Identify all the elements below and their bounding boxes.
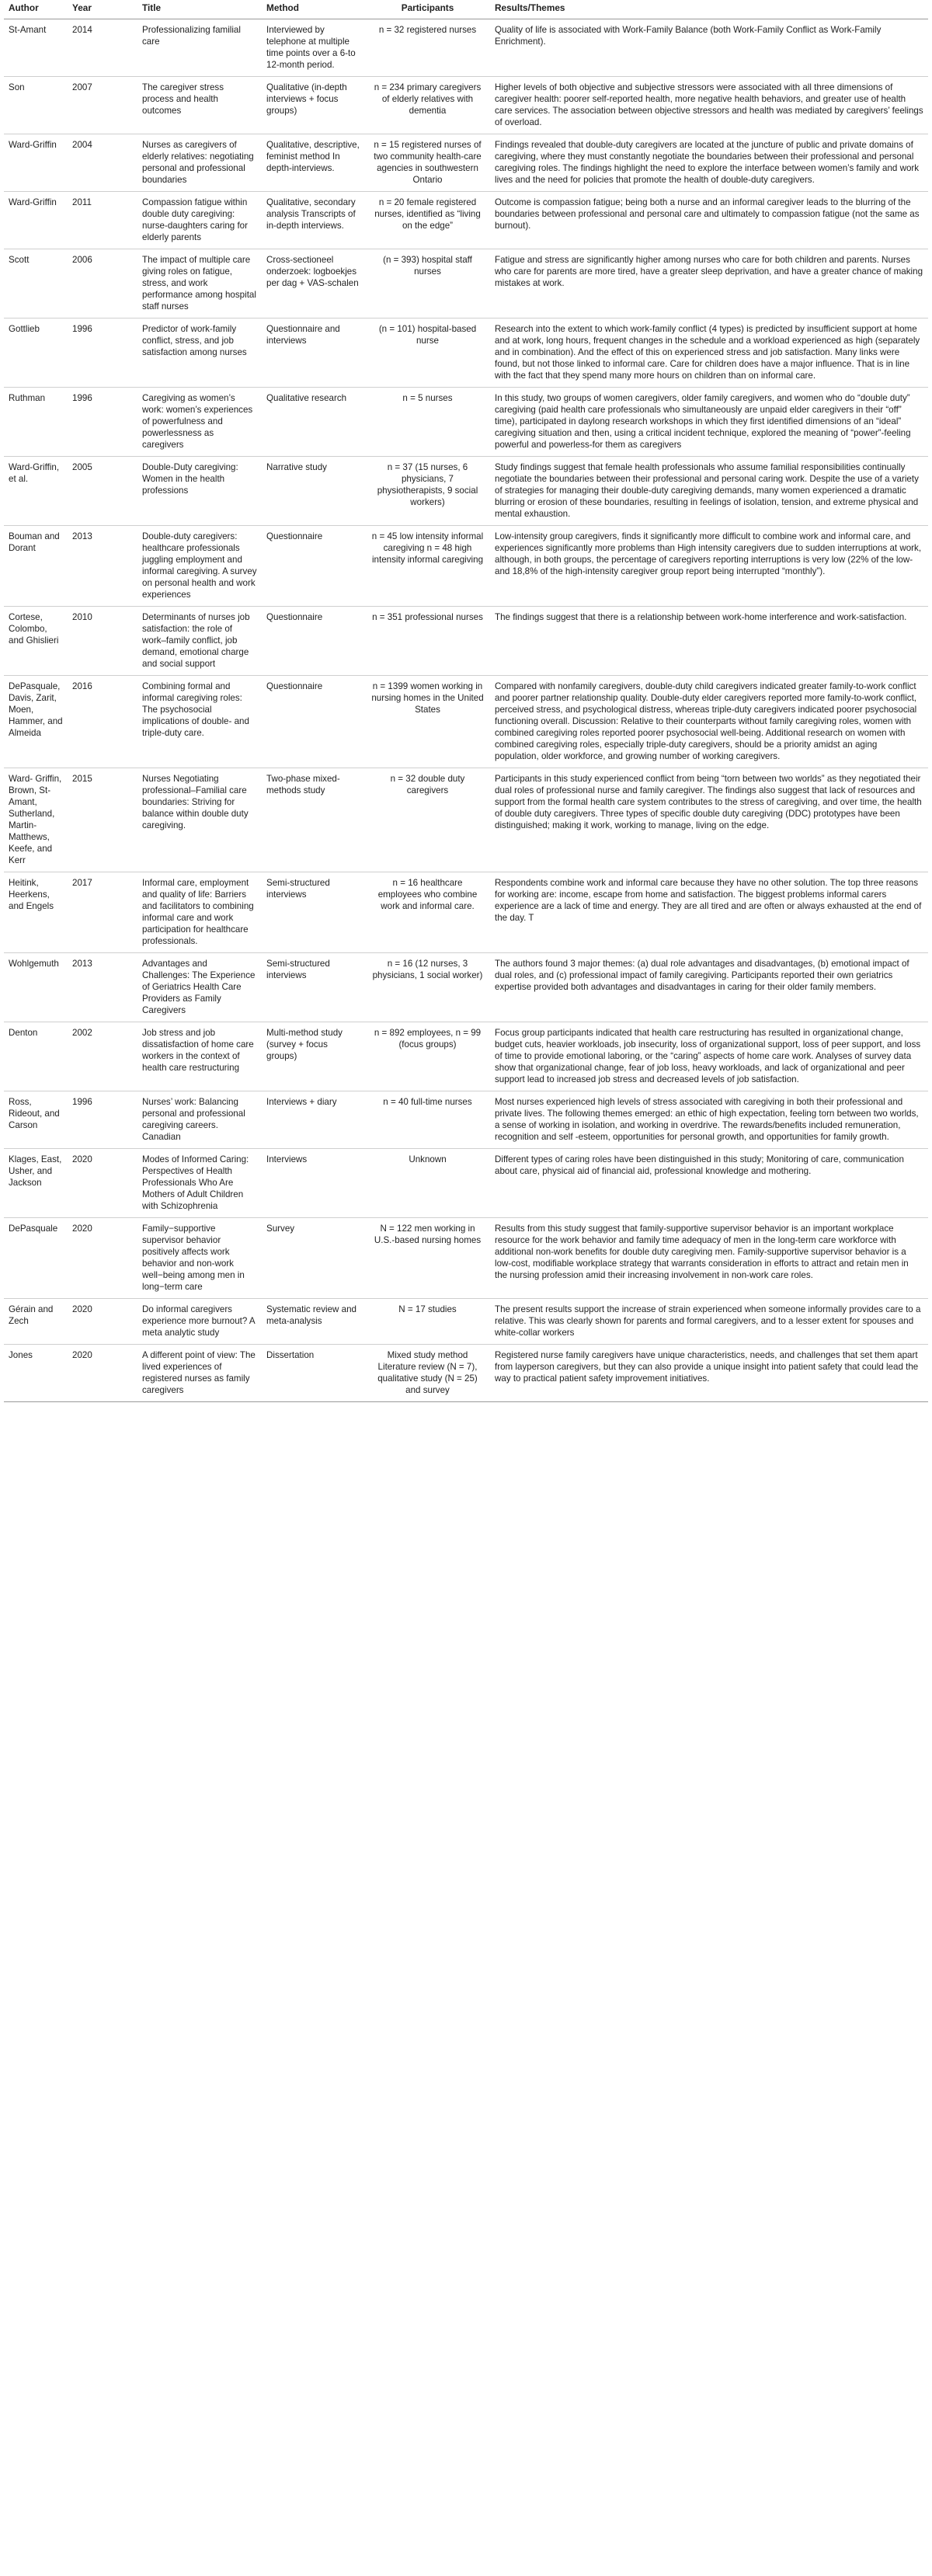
table-row — [4, 77, 928, 134]
table-row — [4, 1345, 928, 1402]
participants-cell: n = 37 (15 nurses, 6 physicians, 7 physiotherapists, 9 social workers) — [365, 457, 490, 526]
author-cell: Ross, Rideout, and Carson — [4, 1091, 68, 1149]
title-cell: Determinants of nurses job satisfaction: the role of work–family conflict, job demand, emotional charge and social support — [137, 607, 262, 676]
title-cell: Nurses as caregivers of elderly relatives: negotiating personal and professional boundaries — [137, 134, 262, 192]
results-cell: Compared with nonfamily caregivers, double-duty child caregivers indicated greater family-to-work conflict and poorer partner relationship quality. Double-duty elder caregivers reported more family-to-work conflict, perceived stress, and psychological distress, whereas triple-duty caregivers indicated poorer psychosocial functioning overall. Discussion: Relative to their counterparts without family caregiving roles, women with combined caregiving roles reported poorer psychosocial well-being. Additional research on women with combined caregiving roles, especially triple-duty caregivers, should be a priority amidst an aging population, older workforce, and growing number of working caregivers. — [490, 676, 928, 768]
year-cell: 2002 — [68, 1022, 137, 1091]
table-row — [4, 319, 928, 388]
author-cell: Jones — [4, 1345, 68, 1402]
method-cell: Cross-sectioneel onderzoek: logboekjes per dag + VAS-schalen — [262, 249, 365, 319]
title-cell: Caregiving as women’s work: women’s experiences of powerfulness and powerlessness as caregivers — [137, 388, 262, 457]
method-cell: Interviews — [262, 1149, 365, 1218]
results-cell: Respondents combine work and informal care because they have no other solution. The top three reasons for working are: income, escape from home and satisfaction. The biggest problems informal carers experience are a lack of time and energy. They are all tired and are often or always exhausted at the end of the day. T — [490, 872, 928, 953]
participants-cell: n = 32 double duty caregivers — [365, 768, 490, 872]
table-row — [4, 1022, 928, 1091]
author-cell: St-Amant — [4, 19, 68, 77]
participants-cell: n = 234 primary caregivers of elderly relatives with dementia — [365, 77, 490, 134]
results-cell: Low-intensity group caregivers, finds it significantly more difficult to combine work and informal care, and experiences significantly more problems than High intensity caregivers due to sudden interruptions at work, although, in both groups, the percentage of caregivers reporting interruptions is very low (22% of the low- and 18,8% of the high-intensity caregiver group report being interrupted “monthly”). — [490, 526, 928, 607]
title-cell: Nurses’ work: Balancing personal and professional caregiving careers. Canadian — [137, 1091, 262, 1149]
participants-cell: (n = 393) hospital staff nurses — [365, 249, 490, 319]
participants-cell: N = 17 studies — [365, 1299, 490, 1345]
table-row — [4, 676, 928, 768]
results-cell: Most nurses experienced high levels of stress associated with caregiving in both their professional and private lives. The following themes emerged: an ethic of high expectation, feeling torn between two worlds, a sense of working in isolation, and working in overdrive. The rewards/benefits included remuneration, recognition and self -esteem, opportunities for personal growth, and opportunities for family growth. — [490, 1091, 928, 1149]
column-header-title: Title — [137, 0, 262, 19]
author-cell: Ward-Griffin — [4, 192, 68, 249]
year-cell: 2006 — [68, 249, 137, 319]
author-cell: Ward- Griffin, Brown, St-Amant, Sutherland, Martin-Matthews, Keefe, and Kerr — [4, 768, 68, 872]
year-cell: 2010 — [68, 607, 137, 676]
author-cell: Wohlgemuth — [4, 953, 68, 1022]
title-cell: The caregiver stress process and health outcomes — [137, 77, 262, 134]
title-cell: Do informal caregivers experience more burnout? A meta analytic study — [137, 1299, 262, 1345]
column-header-year: Year — [68, 0, 137, 19]
year-cell: 2011 — [68, 192, 137, 249]
method-cell: Qualitative (in-depth interviews + focus groups) — [262, 77, 365, 134]
method-cell: Qualitative, descriptive, feminist method In depth-interviews. — [262, 134, 365, 192]
results-cell: Registered nurse family caregivers have unique characteristics, needs, and challenges that set them apart from layperson caregivers, but they can also provide a unique insight into patient safety that could lead the way to practical patient safety improvement initiatives. — [490, 1345, 928, 1402]
participants-cell: n = 351 professional nurses — [365, 607, 490, 676]
results-cell: Study findings suggest that female health professionals who assume familial responsibilities continually negotiate the boundaries between their professional and personal caring work. Despite the use of a variety of strategies for managing their double-duty caregiving demands, many women experienced a dramatic blurring or erosion of these boundaries, resulting in feelings of isolation, tension, and extreme physical and mental exhaustion. — [490, 457, 928, 526]
title-cell: Combining formal and informal caregiving roles: The psychosocial implications of double- and triple-duty care. — [137, 676, 262, 768]
table-row — [4, 134, 928, 192]
method-cell: Interviewed by telephone at multiple time points over a 6-to 12-month period. — [262, 19, 365, 77]
author-cell: Ward-Griffin — [4, 134, 68, 192]
participants-cell: n = 40 full-time nurses — [365, 1091, 490, 1149]
results-cell: Findings revealed that double-duty caregivers are located at the juncture of public and private domains of caregiving, where they must constantly negotiate the boundaries between their professional and personal caregiving roles. The findings highlight the need to explore the interface between women’s family and work lives and the need for policies that promote the health of double-duty caregivers. — [490, 134, 928, 192]
method-cell: Questionnaire — [262, 607, 365, 676]
table-row — [4, 1299, 928, 1345]
year-cell: 2004 — [68, 134, 137, 192]
year-cell: 1996 — [68, 1091, 137, 1149]
table-row — [4, 192, 928, 249]
participants-cell: n = 45 low intensity informal caregiving n = 48 high intensity informal caregiving — [365, 526, 490, 607]
author-cell: Cortese, Colombo, and Ghislieri — [4, 607, 68, 676]
table-row — [4, 607, 928, 676]
results-cell: Participants in this study experienced conflict from being “torn between two worlds” as they negotiated their dual roles of professional nurse and family caregiver. The findings also suggest that lack of resources and support from the formal health care system contributes to the stress of caregiving, and over time, the health of double duty caregivers. Three types of specific double duty caregiving (DDC) prototypes have been distinguished; making it work, working to manage, living on the edge. — [490, 768, 928, 872]
participants-cell: n = 32 registered nurses — [365, 19, 490, 77]
method-cell: Qualitative research — [262, 388, 365, 457]
column-header-results: Results/Themes — [490, 0, 928, 19]
author-cell: DePasquale, Davis, Zarit, Moen, Hammer, and Almeida — [4, 676, 68, 768]
year-cell: 1996 — [68, 319, 137, 388]
year-cell: 2016 — [68, 676, 137, 768]
table-row — [4, 457, 928, 526]
method-cell: Interviews + diary — [262, 1091, 365, 1149]
method-cell: Two-phase mixed-methods study — [262, 768, 365, 872]
results-cell: Fatigue and stress are significantly higher among nurses who care for both children and parents. Nurses who care for parents are more tired, have a greater sleep deprivation, and have a greater chance of making mistakes at work. — [490, 249, 928, 319]
table-body — [4, 19, 928, 1402]
participants-cell: n = 16 (12 nurses, 3 physicians, 1 social worker) — [365, 953, 490, 1022]
participants-cell: n = 892 employees, n = 99 (focus groups) — [365, 1022, 490, 1091]
title-cell: Modes of Informed Caring: Perspectives of Health Professionals Who Are Mothers of Adult Children with Schizophrenia — [137, 1149, 262, 1218]
results-cell: Quality of life is associated with Work-Family Balance (both Work-Family Conflict as Work-Family Enrichment). — [490, 19, 928, 77]
results-cell: The findings suggest that there is a relationship between work-home interference and work-satisfaction. — [490, 607, 928, 676]
method-cell: Questionnaire — [262, 526, 365, 607]
author-cell: DePasquale — [4, 1218, 68, 1299]
year-cell: 2020 — [68, 1345, 137, 1402]
year-cell: 2015 — [68, 768, 137, 872]
title-cell: The impact of multiple care giving roles on fatigue, stress, and work performance among hospital staff nurses — [137, 249, 262, 319]
year-cell: 2014 — [68, 19, 137, 77]
results-cell: Results from this study suggest that family-supportive supervisor behavior is an important workplace resource for the work behavior and family time adequacy of men in the long-term care workforce with additional non-work benefits for double duty caregiving men. Family-supportive supervisor behavior is a low-cost, modifiable workplace strategy that warrants consideration in efforts to attract and retain men in the nursing profession amid their increasing involvement in non-work care roles. — [490, 1218, 928, 1299]
table-header-row — [4, 0, 928, 19]
results-cell: Focus group participants indicated that health care restructuring has resulted in organizational change, budget cuts, heavier workloads, job insecurity, loss of organizational support, loss of peer support, and loss of time to provide emotional laboring, or the “caring” aspects of home care work. Analyses of survey data show that organizational change, fear of job loss, heavy workloads, and lack of organizational and peer support lead to increased job stress and decreased levels of job satisfaction. — [490, 1022, 928, 1091]
method-cell: Questionnaire — [262, 676, 365, 768]
method-cell: Semi-structured interviews — [262, 953, 365, 1022]
participants-cell: Unknown — [365, 1149, 490, 1218]
table-row — [4, 872, 928, 953]
year-cell: 2007 — [68, 77, 137, 134]
year-cell: 2020 — [68, 1299, 137, 1345]
method-cell: Systematic review and meta-analysis — [262, 1299, 365, 1345]
title-cell: Double-Duty caregiving: Women in the health professions — [137, 457, 262, 526]
table-row — [4, 526, 928, 607]
method-cell: Narrative study — [262, 457, 365, 526]
year-cell: 2013 — [68, 953, 137, 1022]
author-cell: Klages, East, Usher, and Jackson — [4, 1149, 68, 1218]
results-cell: Higher levels of both objective and subjective stressors were associated with all three dimensions of caregiver health: poorer self-reported health, more negative health behaviors, and greater use of health care services. The association between objective stressors and health was mediated by caregivers’ feelings of overload. — [490, 77, 928, 134]
title-cell: Professionalizing familial care — [137, 19, 262, 77]
table-row — [4, 19, 928, 77]
author-cell: Gottlieb — [4, 319, 68, 388]
participants-cell: (n = 101) hospital-based nurse — [365, 319, 490, 388]
participants-cell: n = 5 nurses — [365, 388, 490, 457]
method-cell: Dissertation — [262, 1345, 365, 1402]
table-row — [4, 1149, 928, 1218]
results-cell: Outcome is compassion fatigue; being both a nurse and an informal caregiver leads to the blurring of the boundaries between professional and personal care and ultimately to compassion fatigue (not the same as burnout). — [490, 192, 928, 249]
table-row — [4, 388, 928, 457]
column-header-author: Author — [4, 0, 68, 19]
author-cell: Heitink, Heerkens, and Engels — [4, 872, 68, 953]
participants-cell: Mixed study method Literature review (N = 7), qualitative study (N = 25) and survey — [365, 1345, 490, 1402]
results-cell: Different types of caring roles have been distinguished in this study; Monitoring of care, communication about care, physical aid of financial aid, professional knowledge and mothering. — [490, 1149, 928, 1218]
year-cell: 2020 — [68, 1218, 137, 1299]
participants-cell: n = 15 registered nurses of two community health-care agencies in southwestern Ontario — [365, 134, 490, 192]
author-cell: Ruthman — [4, 388, 68, 457]
title-cell: Double-duty caregivers: healthcare professionals juggling employment and informal caregiving. A survey on personal health and work experiences — [137, 526, 262, 607]
participants-cell: n = 16 healthcare employees who combine work and informal care. — [365, 872, 490, 953]
method-cell: Multi-method study (survey + focus groups) — [262, 1022, 365, 1091]
title-cell: Compassion fatigue within double duty caregiving: nurse-daughters caring for elderly parents — [137, 192, 262, 249]
method-cell: Questionnaire and interviews — [262, 319, 365, 388]
table-row — [4, 1218, 928, 1299]
table-row — [4, 953, 928, 1022]
results-cell: In this study, two groups of women caregivers, older family caregivers, and women who do “double duty” caregiving (paid health care professionals who simultaneously are unpaid elder caregivers in their “off” time), participated in daylong research workshops in which they first identified dimensions of an “ideal” caregiving situation and then, using a critical incident technique, explored the meaning of “power”-feeling powerful and powerless-for them as caregivers — [490, 388, 928, 457]
participants-cell: n = 20 female registered nurses, identified as “living on the edge” — [365, 192, 490, 249]
column-header-method: Method — [262, 0, 365, 19]
year-cell: 2020 — [68, 1149, 137, 1218]
table-row — [4, 768, 928, 872]
title-cell: Predictor of work-family conflict, stress, and job satisfaction among nurses — [137, 319, 262, 388]
method-cell: Survey — [262, 1218, 365, 1299]
author-cell: Scott — [4, 249, 68, 319]
participants-cell: n = 1399 women working in nursing homes in the United States — [365, 676, 490, 768]
title-cell: Advantages and Challenges: The Experience of Geriatrics Health Care Providers as Family Caregivers — [137, 953, 262, 1022]
year-cell: 2017 — [68, 872, 137, 953]
table-row — [4, 1091, 928, 1149]
title-cell: Nurses Negotiating professional–Familial care boundaries: Striving for balance within double duty caregiving. — [137, 768, 262, 872]
title-cell: Family−supportive supervisor behavior positively affects work behavior and non-work well−being among men in long−term care — [137, 1218, 262, 1299]
results-cell: The present results support the increase of strain experienced when someone informally provides care to a relative. This was clearly shown for parents and formal caregivers, and to a lesser extent for spouses and white-collar workers — [490, 1299, 928, 1345]
year-cell: 2005 — [68, 457, 137, 526]
column-header-participants: Participants — [365, 0, 490, 19]
author-cell: Denton — [4, 1022, 68, 1091]
year-cell: 2013 — [68, 526, 137, 607]
literature-review-table — [4, 0, 928, 1402]
method-cell: Semi-structured interviews — [262, 872, 365, 953]
table-row — [4, 249, 928, 319]
author-cell: Ward-Griffin, et al. — [4, 457, 68, 526]
title-cell: A different point of view: The lived experiences of registered nurses as family caregivers — [137, 1345, 262, 1402]
participants-cell: N = 122 men working in U.S.-based nursing homes — [365, 1218, 490, 1299]
title-cell: Job stress and job dissatisfaction of home care workers in the context of health care restructuring — [137, 1022, 262, 1091]
author-cell: Son — [4, 77, 68, 134]
author-cell: Gérain and Zech — [4, 1299, 68, 1345]
year-cell: 1996 — [68, 388, 137, 457]
author-cell: Bouman and Dorant — [4, 526, 68, 607]
results-cell: Research into the extent to which work-family conflict (4 types) is predicted by insufficient support at home and at work, long hours, frequent changes in the schedule and a workload experienced as high (separately and in combination). And the effect of this on experienced stress and job satisfaction. Many links were found, but not those linked to informal care. Care for children does have a major influence. That is in line with the fact that they spend many more hours on children than on informal care. — [490, 319, 928, 388]
title-cell: Informal care, employment and quality of life: Barriers and facilitators to combining informal care and work participation for healthcare professionals. — [137, 872, 262, 953]
method-cell: Qualitative, secondary analysis Transcripts of in-depth interviews. — [262, 192, 365, 249]
results-cell: The authors found 3 major themes: (a) dual role advantages and disadvantages, (b) emotional impact of dual roles, and (c) professional impact of family caregiving. Participants reported their own geriatrics expertise provided both advantages and disadvantages in caring for their older family members. — [490, 953, 928, 1022]
